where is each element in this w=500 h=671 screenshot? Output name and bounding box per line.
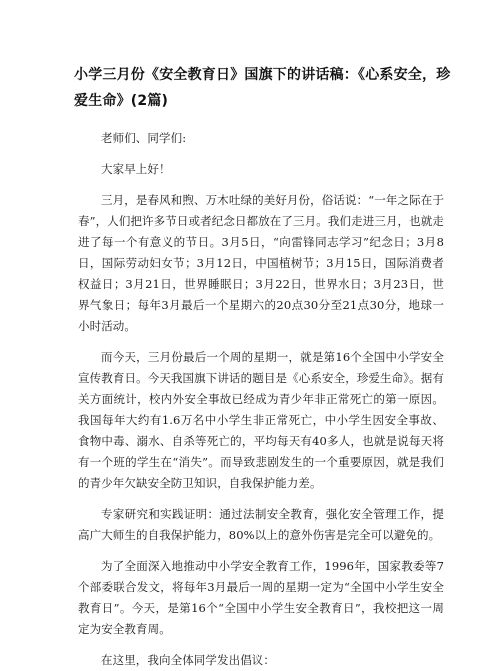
body-paragraph-safety-day: 而今天，三月份最后一个周的星期一，就是第16个全国中小学安全宣传教育日。今天我国旗下讲话的题目是《心系安全，珍爱生命》。据有关方面统计，校内外安全事故已经成为青少年非正常死亡的第一原因。我国每年大约有1.6万名中小学生非正常死亡，中小学生因安全事故、食物中毒、溺水、自杀等死亡的，平均每天有40多人，也就是说每天将有一个班的学生在“消失”。而导致悲剧发生的一个重要原因，就是我们的青少年欠缺安全防卫知识，自我保护能力差。 [78,350,444,490]
greeting: 大家早上好！ [101,162,171,176]
body-paragraph-initiative: 在这里，我向全体同学发出倡议： [101,653,275,667]
salutation: 老师们、同学们: [101,131,187,145]
body-paragraph-history: 为了全面深入地推动中小学安全教育工作，1996年，国家教委等7个部委联合发文，将每年3月最后一周的星期一定为“全国中小学生安全教育日”。今天，是第16个“全国中小学生安全教育日”，我校把这一周定为安全教育周。 [78,559,444,636]
document-title: 小学三月份《安全教育日》国旗下的讲话稿：《心系安全，珍爱生命》(2篇) [74,67,451,109]
body-paragraph-march-festivals: 三月，是春风和煦、万木吐绿的美好月份，俗话说：“一年之际在于春”，人们把许多节日或者纪念日都放在了三月。我们走进三月，也就走进了每一个有意义的节日。3月5日，“向雷锋同志学习”纪念日；3月8日，国际劳动妇女节；3月12日，中国植树节；3月15日，国际消费者权益日；3月21日，世界睡眠日；3月22日，世界水日；3月23日，世界气象日；每年3月最后一个星期六的20点30分至21点30分，地球一小时活动。 [78,193,444,333]
body-paragraph-expert-research: 专家研究和实践证明：通过法制安全教育，强化安全管理工作，提高广大师生的自我保护能力，80%以上的意外伤害是完全可以避免的。 [78,507,444,542]
